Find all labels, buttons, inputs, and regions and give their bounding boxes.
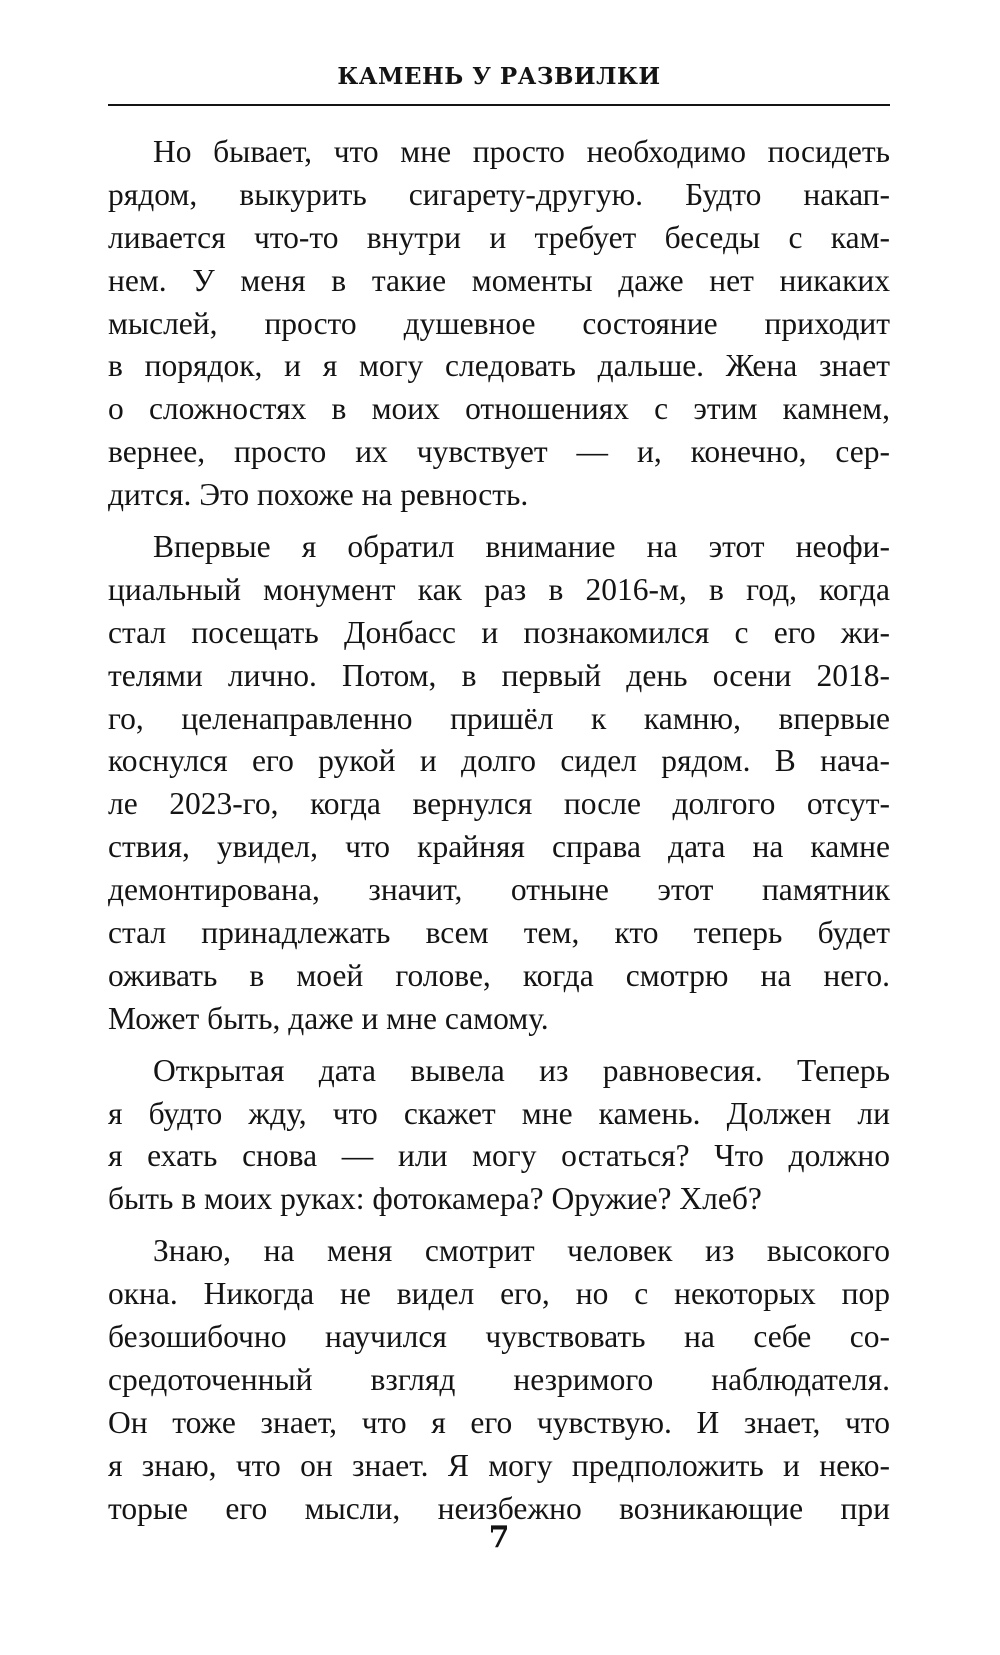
text-line: средоточенный взгляд незримого наблюдателя. (108, 1361, 890, 1397)
text-line: стал посещать Донбасс и познакомился с его жи- (108, 614, 890, 650)
header-rule (108, 104, 890, 106)
text-line: ствия, увидел, что крайняя справа дата на камне (108, 829, 890, 865)
text-line: демонтирована, значит, отныне этот памятник (108, 872, 890, 908)
text-line: мыслей, просто душевное состояние приходит (108, 305, 890, 341)
text-line: коснулся его рукой и долго сидел рядом. В нача- (108, 743, 890, 779)
text-line: окна. Никогда не видел его, но с некоторых пор (108, 1276, 890, 1312)
page-number: 7 (488, 1520, 510, 1555)
text-line: вернее, просто их чувствует — и, конечно, сер- (108, 434, 890, 470)
text-line: Он тоже знает, что я его чувствую. И знает, что (108, 1404, 890, 1440)
running-title: КАМЕНЬ У РАЗВИЛКИ (337, 63, 661, 90)
paragraph (108, 1230, 890, 1530)
paragraph (108, 526, 890, 1041)
text-line: торые его мысли, неизбежно возникающие при (108, 1490, 890, 1526)
text-line: я ехать снова — или могу остаться? Что должно (108, 1138, 890, 1174)
paragraph (108, 1050, 890, 1222)
body-text (108, 131, 890, 1540)
text-line: циальный монумент как раз в 2016-м, в год, когда (108, 571, 890, 607)
paragraph (108, 131, 890, 517)
text-line: стал принадлежать всем тем, кто теперь будет (108, 915, 890, 951)
text-line: Впервые я обратил внимание на этот неофи- (153, 529, 890, 565)
text-line: быть в моих руках: фотокамера? Оружие? Хлеб? (108, 1181, 762, 1217)
text-line: я знаю, что он знает. Я могу предположить и неко- (108, 1447, 890, 1483)
text-line: Открытая дата вывела из равновесия. Теперь (153, 1052, 890, 1088)
text-line: рядом, выкурить сигарету-другую. Будто накап- (108, 176, 890, 212)
text-line: безошибочно научился чувствовать на себе со- (108, 1319, 890, 1355)
text-line: я будто жду, что скажет мне камень. Должен ли (108, 1095, 890, 1131)
text-line: в порядок, и я могу следовать дальше. Жена знает (108, 348, 890, 384)
text-line: Но бывает, что мне просто необходимо посидеть (153, 134, 890, 169)
text-line: Знаю, на меня смотрит человек из высокого (153, 1233, 890, 1269)
text-line: дится. Это похоже на ревность. (108, 477, 529, 513)
text-line: оживать в моей голове, когда смотрю на него. (108, 957, 890, 993)
text-line: телями лично. Потом, в первый день осени 2018- (108, 657, 890, 693)
text-line: ле 2023-го, когда вернулся после долгого отсут- (108, 786, 890, 822)
text-line: ливается что-то внутри и требует беседы с кам- (108, 219, 890, 255)
text-line: го, целенаправленно пришёл к камню, впервые (108, 700, 890, 736)
text-line: о сложностях в моих отношениях с этим камнем, (108, 391, 890, 427)
text-line: нем. У меня в такие моменты даже нет никаких (108, 262, 890, 298)
text-line: Может быть, даже и мне самому. (108, 1000, 549, 1036)
